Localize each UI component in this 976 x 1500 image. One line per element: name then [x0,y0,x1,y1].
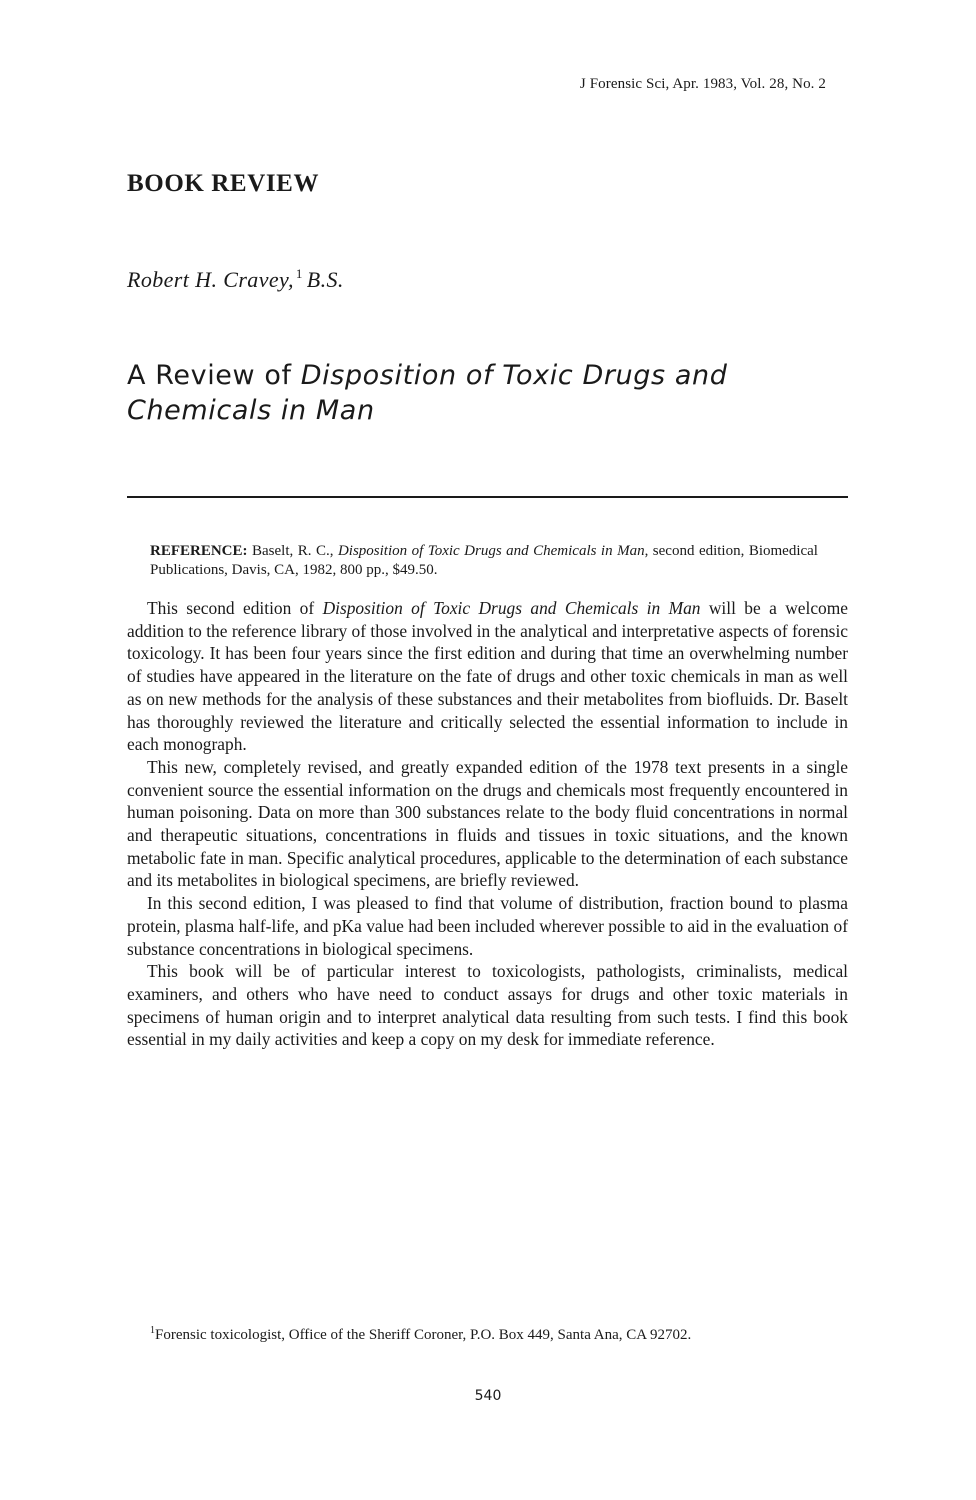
title-prefix: A Review of [127,360,301,391]
title-divider [127,496,848,498]
reference-label: REFERENCE: [150,543,248,559]
body-paragraph-4: This book will be of particular interest to toxicologists, pathologists, criminalists, medical examiners, and others who have need to conduct assays for drugs and other toxic materials in specimens of human origin and to interpret analytical data resulting from such tests. I find this book essential in my daily activities and keep a copy on my desk for immediate reference. [127,961,848,1050]
author-line [127,266,344,293]
review-body [127,597,848,1051]
reference-details: , second edition, Biomedical Publications, Davis, CA, 1982, 800 pp., $49.50. [150,543,818,578]
footnote [150,1325,691,1344]
article-title [127,358,847,428]
author-degree: B.S. [306,267,344,292]
reference-author: Baselt, R. C., [247,543,338,559]
body-paragraph-1 [127,597,848,756]
reference-block [150,542,818,580]
title-book-line2: Chemicals in Man [127,395,375,426]
p1-after: will be a welcome addition to the reference library of those involved in the analytical and interpretative aspects of forensic toxicology. It has been four years since the first edition and during that time an overwhelming number of studies have appeared in the literature on the fate of drugs and other toxic chemicals in man as well as on new methods for the analysis of these substances and their metabolites from biofluids. Dr. Baselt has thoroughly reviewed the literature and critically selected the essential information to include in each monograph. [127,598,848,755]
footnote-mark: 1 [150,1325,155,1336]
author-footnote-mark: 1 [295,266,303,281]
p1-book-title: Disposition of Toxic Drugs and Chemicals in Man [322,598,701,618]
body-paragraph-2: This new, completely revised, and greatly expanded edition of the 1978 text presents in a single convenient source the essential information on the drugs and chemicals most frequently encountered in human poisoning. Data on more than 300 substances relate to the body fluid concentrations in normal and therapeutic situations, concentrations in fluids and tissues in toxic situations, and the known metabolic fate in man. Specific analytical procedures, applicable to the determination of each substance and its metabolites in biological specimens, are briefly reviewed. [127,756,848,891]
body-paragraph-3: In this second edition, I was pleased to find that volume of distribution, fraction bound to plasma protein, plasma half-life, and pKa value had been included wherever possible to aid in the evaluation of substance concentrations in biological specimens. [127,893,848,959]
footnote-text: Forensic toxicologist, Office of the Sheriff Coroner, P.O. Box 449, Santa Ana, CA 92702. [155,1327,692,1343]
page-number: 540 [474,1388,502,1404]
title-book-line1: Disposition of Toxic Drugs and [300,360,728,391]
reference-book-title: Disposition of Toxic Drugs and Chemicals in Man [337,543,645,559]
author-name: Robert H. Cravey, [127,267,294,292]
journal-citation: J Forensic Sci, Apr. 1983, Vol. 28, No. 2 [579,76,826,92]
section-label: BOOK REVIEW [127,170,320,197]
p1-before: This second edition of [147,598,323,618]
